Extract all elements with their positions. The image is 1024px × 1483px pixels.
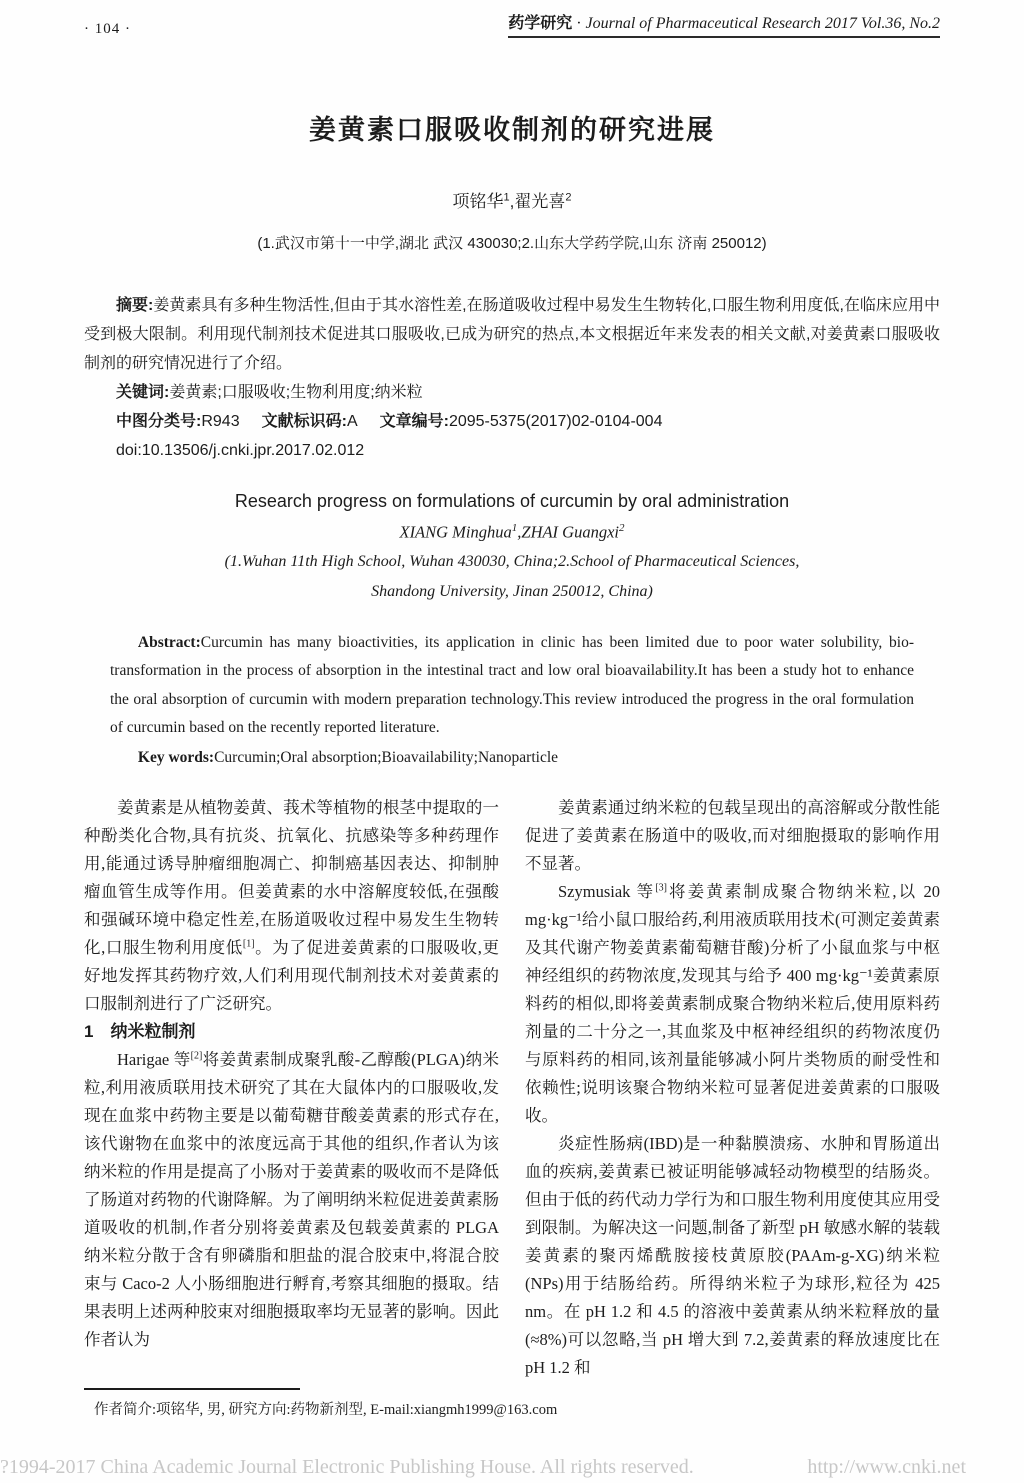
keywords-text-en: Curcumin;Oral absorption;Bioavailability;Nanoparticle [214, 748, 559, 766]
article-id: 文章编号:2095-5375(2017)02-0104-004 [379, 413, 663, 430]
document-code: 文献标识码:A [261, 413, 358, 430]
article-body [84, 794, 940, 1382]
footnote-divider [84, 1388, 300, 1390]
affiliation-cn: (1.武汉市第十一中学,湖北 武汉 430030;2.山东大学药学院,山东 济南 250012) [257, 235, 767, 252]
copyright-text: ?1994-2017 China Academic Journal Electronic Publishing House. All rights reserved. [0, 1456, 694, 1478]
affiliation-en [84, 547, 940, 607]
author-bio-footnote: 作者简介:项铭华, 男, 研究方向:药物新剂型, E-mail:xiangmh1999@163.com [94, 1402, 558, 1418]
abstract-en [84, 629, 940, 773]
journal-name-en: Journal of Pharmaceutical Research 2017 Vol.36, No.2 [585, 15, 940, 32]
left-column [84, 794, 499, 1382]
keywords-text-cn: 姜黄素;口服吸收;生物利用度;纳米粒 [169, 384, 423, 401]
author-affiliation-mark: 1 [511, 522, 518, 534]
author-affiliation-mark: 2 [565, 191, 572, 204]
journal-header [508, 10, 940, 38]
author-separator: , [509, 192, 515, 211]
abstract-label-en: Abstract: [137, 633, 201, 651]
abstract-en-paragraph [110, 629, 914, 743]
article-title-en: Research progress on formulations of curcumin by oral administration [234, 491, 790, 511]
clc-number: 中图分类号:R943 [116, 413, 240, 430]
classification-line [84, 407, 940, 436]
running-head [84, 10, 940, 38]
doi-line: doi:10.13506/j.cnki.jpr.2017.02.012 [116, 442, 365, 459]
affiliation-en-line2: Shandong University, Jinan 250012, China) [371, 582, 653, 600]
paragraph: 姜黄素是从植物姜黄、莪术等植物的根茎中提取的一种酚类化合物,具有抗炎、抗氧化、抗感染等多种药理作用,能通过诱导肿瘤细胞凋亡、抑制癌基因表达、抑制肿瘤血管生成等作用。但姜黄素的水中溶解度较低,在强酸和强碱环境中稳定性差,在肠道吸收过程中易发生生物转化,口服生物利用度低[1]。为了促进姜黄素的口服吸收,更好地发挥其药物疗效,人们利用现代制剂技术对姜黄素的口服制剂进行了广泛研究。 [84, 798, 500, 1013]
paragraph: 炎症性肠病(IBD)是一种黏膜溃疡、水肿和胃肠道出血的疾病,姜黄素已被证明能够减轻动物模型的结肠炎。但由于低的药代动力学行为和口服生物利用度使其应用受到限制。为解决这一问题,制备了新型 pH 敏感水解的装载姜黄素的聚丙烯酰胺接枝黄原胶(PAAm-g-XG)纳米粒(NPs)用于结肠给药。所得纳米粒子为球形,粒径为 425 nm。在 pH 1.2 和 4.5 的溶液中姜黄素从纳米粒释放的量(≈8%)可以忽略,当 pH 增大到 7.2,姜黄素的释放速度比在 pH 1.2 和 [525, 1134, 940, 1377]
keywords-cn [84, 378, 940, 407]
footnote-area [84, 1388, 940, 1419]
section-heading-1: 1 纳米粒制剂 [84, 1022, 196, 1041]
journal-separator: · [572, 15, 586, 32]
author-name: 翟光喜 [514, 192, 566, 211]
author-name-en: ZHAI Guangxi [521, 522, 620, 542]
cnki-url: http://www.cnki.net [807, 1456, 966, 1478]
front-matter [84, 291, 940, 465]
article-title: 姜黄素口服吸收制剂的研究进展 [309, 115, 715, 145]
author-affiliation-mark: 1 [503, 191, 510, 204]
page-number: · 104 · [84, 21, 131, 37]
authors-line-en [84, 522, 940, 543]
keywords-label-en: Key words: [137, 748, 215, 766]
journal-name-cn: 药学研究 [508, 15, 573, 32]
abstract-text-cn: 姜黄素具有多种生物活性,但由于其水溶性差,在肠道吸收过程中易发生生物转化,口服生物利用度低,在临床应用中受到极大限制。利用现代制剂技术促进其口服吸收,已成为研究的热点,本文根据近年来发表的相关文献,对姜黄素口服吸收制剂的研究情况进行了介绍。 [84, 297, 940, 372]
paragraph: 姜黄素通过纳米粒的包载呈现出的高溶解或分散性能促进了姜黄素在肠道中的吸收,而对细胞摄取的影响作用不显著。 [525, 798, 940, 873]
right-column [525, 794, 940, 1382]
paragraph: Harigae 等[2]将姜黄素制成聚乳酸-乙醇酸(PLGA)纳米粒,利用液质联用技术研究了其在大鼠体内的口服吸收,发现在血浆中药物主要是以葡萄糖苷酸姜黄素的形式存在,该代谢物在血浆中的浓度远高于其他的组织,作者认为该纳米粒的作用是提高了小肠对于姜黄素的吸收而不是降低了肠道对药物的代谢降解。为了阐明纳米粒促进姜黄素肠道吸收的机制,作者分别将姜黄素及包载姜黄素的 PLGA 纳米粒分散于含有卵磷脂和胆盐的混合胶束中,将混合胶束与 Caco-2 人小肠细胞进行孵育,考察其细胞的摄取。结果表明上述两种胶束对细胞摄取率均无显著的影响。因此作者认为 [84, 1050, 499, 1349]
abstract-cn [84, 291, 940, 378]
keywords-label-cn: 关键词: [116, 384, 170, 401]
paragraph: Szymusiak 等[3]将姜黄素制成聚合物纳米粒,以 20 mg·kg⁻¹给小鼠口服给药,利用液质联用技术(可测定姜黄素及其代谢产物姜黄素葡萄糖苷酸)分析了小鼠血浆与中枢神经组织的药物浓度,发现其与给予 400 mg·kg⁻¹姜黄素原料药的相似,即将姜黄素制成聚合物纳米粒后,使用原料药剂量的二十分之一,其血浆及中枢神经组织的药物浓度仍与原料药的相同,该剂量能够减小阿片类物质的耐受性和依赖性;说明该聚合物纳米粒可显著促进姜黄素的口服吸收。 [525, 882, 940, 1125]
affiliation-en-line1: (1.Wuhan 11th High School, Wuhan 430030, China;2.School of Pharmaceutical Sciences, [224, 552, 800, 570]
authors-line-cn [84, 187, 940, 212]
author-separator: , [517, 522, 522, 542]
author-name: 项铭华 [452, 192, 504, 211]
abstract-label-cn: 摘要: [116, 297, 154, 314]
keywords-en [110, 744, 914, 773]
copyright-watermark [0, 1456, 1024, 1479]
author-affiliation-mark: 2 [619, 522, 625, 534]
author-name-en: XIANG Minghua [399, 522, 512, 542]
abstract-text-en: Curcumin has many bioactivities, its application in clinic has been limited due to poor water solubility, bio-transformation in the process of absorption in the intestinal tract and low oral bioavailability.It has been a study hot to enhance the oral absorption of curcumin with modern preparation technology.This review introduced the progress in the oral formulation of curcumin based on the recently reported literature. [110, 633, 914, 736]
